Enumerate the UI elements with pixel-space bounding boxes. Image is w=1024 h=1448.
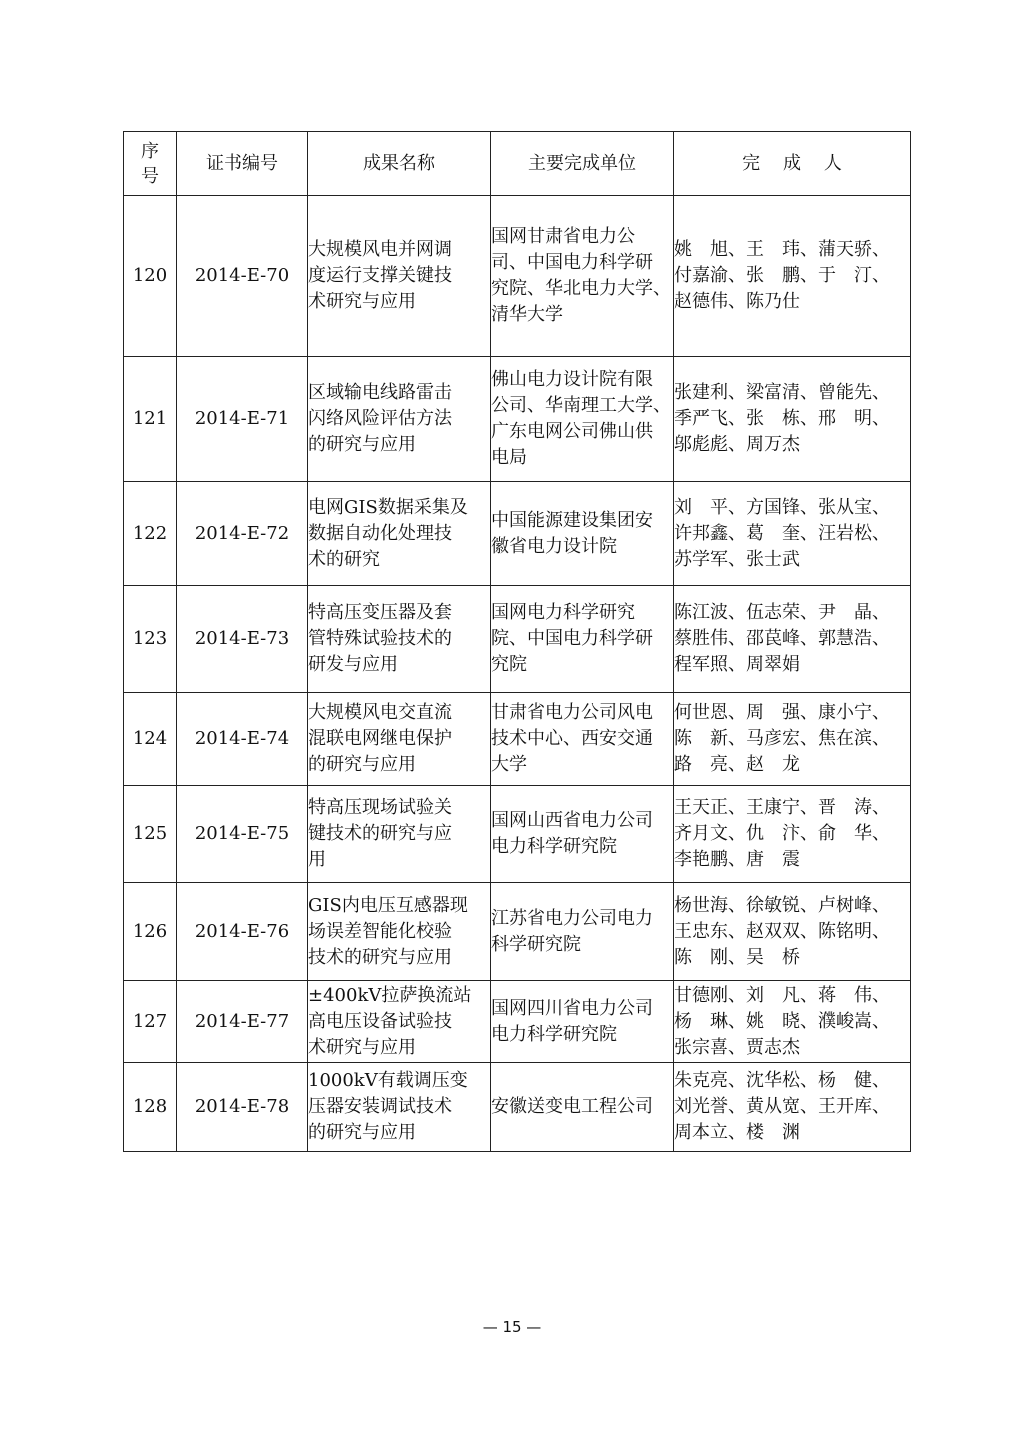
cell-main-unit [491, 357, 674, 482]
cell-main-unit [491, 482, 674, 586]
cell-cert: 2014-E-71 [177, 357, 308, 482]
people-line: 赵德伟、陈乃仕 [674, 291, 800, 312]
name-line: 压器安装调试技术 [308, 1096, 452, 1117]
people-line: 陈 刚、吴 桥 [674, 946, 800, 968]
cell-seq: 123 [124, 586, 177, 693]
cell-cert: 2014-E-70 [177, 196, 308, 357]
cell-people [674, 482, 911, 586]
cell-seq: 121 [124, 357, 177, 482]
name-line: 数据自动化处理技 [308, 522, 452, 544]
people-line: 苏学军、张士武 [674, 548, 800, 570]
unit-line: 究院、华北电力大学、 [491, 278, 671, 299]
cell-seq: 128 [124, 1063, 177, 1152]
people-line: 路 亮、赵 龙 [674, 754, 800, 775]
unit-line: 国网甘肃省电力公 [491, 226, 635, 247]
cell-people [674, 693, 911, 786]
cell-main-unit [491, 981, 674, 1063]
awards-table [123, 131, 911, 1152]
name-line: 用 [308, 849, 326, 870]
table-row [124, 586, 911, 693]
table-row [124, 981, 911, 1063]
unit-line: 中国能源建设集团安 [491, 509, 653, 531]
header-name: 成果名称 [308, 132, 491, 196]
name-line: 区域输电线路雷击 [308, 382, 452, 403]
cell-cert: 2014-E-78 [177, 1063, 308, 1152]
unit-line: 司、中国电力科学研 [491, 252, 653, 273]
cell-people [674, 357, 911, 482]
people-line: 刘光誉、黄从宽、王开库、 [674, 1096, 890, 1117]
cell-achievement-name [308, 883, 491, 981]
cell-achievement-name [308, 1063, 491, 1152]
name-line: 场误差智能化校验 [308, 920, 452, 942]
table-row [124, 786, 911, 883]
name-line: 大规模风电交直流 [308, 702, 452, 723]
cell-seq: 120 [124, 196, 177, 357]
cell-achievement-name [308, 586, 491, 693]
name-line: 术的研究 [308, 548, 380, 570]
table-row [124, 482, 911, 586]
cell-main-unit [491, 883, 674, 981]
table-row [124, 357, 911, 482]
name-line: 闪络风险评估方法 [308, 408, 452, 429]
unit-line: 技术中心、西安交通 [491, 728, 653, 749]
name-line: 术研究与应用 [308, 291, 416, 312]
cell-seq: 122 [124, 482, 177, 586]
cell-people [674, 586, 911, 693]
name-line: 电网GIS数据采集及 [308, 496, 468, 518]
table-row [124, 196, 911, 357]
name-line: 高电压设备试验技 [308, 1010, 452, 1032]
people-line: 张宗喜、贾志杰 [674, 1036, 800, 1058]
unit-line: 电力科学研究院 [491, 1023, 617, 1045]
cell-main-unit [491, 586, 674, 693]
cell-people [674, 883, 911, 981]
unit-line: 公司、华南理工大学、 [491, 395, 671, 416]
header-cert: 证书编号 [177, 132, 308, 196]
cell-seq: 125 [124, 786, 177, 883]
unit-line: 究院 [491, 654, 527, 675]
name-line: 术研究与应用 [308, 1036, 416, 1058]
unit-line: 江苏省电力公司电力 [491, 907, 653, 929]
unit-line: 院、中国电力科学研 [491, 628, 653, 649]
unit-line: 国网四川省电力公司 [491, 997, 653, 1019]
cell-main-unit [491, 1063, 674, 1152]
name-line: 特高压变压器及套 [308, 602, 452, 623]
cell-cert: 2014-E-77 [177, 981, 308, 1063]
cell-people [674, 196, 911, 357]
name-line: 管特殊试验技术的 [308, 628, 452, 649]
people-line: 季严飞、张 栋、邢 明、 [674, 408, 890, 429]
unit-line: 国网电力科学研究 [491, 602, 635, 623]
table-header [124, 132, 911, 196]
cell-people [674, 981, 911, 1063]
cell-main-unit [491, 693, 674, 786]
unit-line: 大学 [491, 754, 527, 775]
people-line: 程军照、周翠娟 [674, 654, 800, 675]
unit-line: 电力科学研究院 [491, 836, 617, 857]
name-line: 的研究与应用 [308, 1122, 416, 1143]
table-row [124, 693, 911, 786]
people-line: 蔡胜伟、邵苠峰、郭慧浩、 [674, 628, 890, 649]
table-body [124, 196, 911, 1152]
name-line: 特高压现场试验关 [308, 797, 452, 818]
unit-line: 佛山电力设计院有限 [491, 369, 653, 390]
cell-achievement-name [308, 482, 491, 586]
people-line: 甘德刚、刘 凡、蒋 伟、 [674, 984, 890, 1006]
unit-line: 科学研究院 [491, 933, 581, 955]
cell-achievement-name [308, 981, 491, 1063]
people-line: 陈江波、伍志荣、尹 晶、 [674, 602, 890, 623]
cell-main-unit [491, 196, 674, 357]
cell-main-unit [491, 786, 674, 883]
cell-cert: 2014-E-74 [177, 693, 308, 786]
people-line: 陈 新、马彦宏、焦在滨、 [674, 728, 890, 749]
table-row [124, 883, 911, 981]
people-line: 姚 旭、王 玮、蒲天骄、 [674, 239, 890, 260]
name-line: 的研究与应用 [308, 434, 416, 455]
unit-line: 广东电网公司佛山供 [491, 421, 653, 442]
people-line: 邬彪彪、周万杰 [674, 434, 800, 455]
name-line: 研发与应用 [308, 654, 398, 675]
name-line: 技术的研究与应用 [308, 946, 452, 968]
header-people: 完 成 人 [674, 132, 911, 196]
people-line: 周本立、楼 渊 [674, 1122, 800, 1143]
people-line: 付嘉渝、张 鹏、于 汀、 [674, 265, 890, 286]
cell-achievement-name [308, 357, 491, 482]
name-line: ±400kV拉萨换流站 [308, 984, 472, 1006]
name-line: 1000kV有载调压变 [308, 1070, 468, 1091]
cell-people [674, 1063, 911, 1152]
unit-line: 甘肃省电力公司风电 [491, 702, 653, 723]
page-number: — 15 — [482, 1318, 542, 1336]
cell-seq: 124 [124, 693, 177, 786]
cell-cert: 2014-E-75 [177, 786, 308, 883]
people-line: 齐月文、仇 汴、俞 华、 [674, 823, 890, 844]
cell-cert: 2014-E-73 [177, 586, 308, 693]
people-line: 何世恩、周 强、康小宁、 [674, 702, 890, 723]
cell-people [674, 786, 911, 883]
people-line: 杨 琳、姚 晓、濮峻嵩、 [674, 1010, 890, 1032]
name-line: GIS内电压互感器现 [308, 894, 468, 916]
people-line: 王忠东、赵双双、陈铭明、 [674, 920, 890, 942]
people-line: 朱克亮、沈华松、杨 健、 [674, 1070, 890, 1091]
unit-line: 徽省电力设计院 [491, 535, 617, 557]
unit-line: 清华大学 [491, 304, 563, 325]
name-line: 混联电网继电保护 [308, 728, 452, 749]
header-seq: 序号 [124, 132, 177, 196]
cell-cert: 2014-E-72 [177, 482, 308, 586]
cell-seq: 126 [124, 883, 177, 981]
table-row [124, 1063, 911, 1152]
cell-cert: 2014-E-76 [177, 883, 308, 981]
people-line: 刘 平、方国锋、张从宝、 [674, 496, 890, 518]
name-line: 度运行支撑关键技 [308, 265, 452, 286]
cell-seq: 127 [124, 981, 177, 1063]
unit-line: 国网山西省电力公司 [491, 810, 653, 831]
cell-achievement-name [308, 786, 491, 883]
name-line: 的研究与应用 [308, 754, 416, 775]
name-line: 键技术的研究与应 [308, 823, 452, 844]
people-line: 许邦鑫、葛 奎、汪岩松、 [674, 522, 890, 544]
cell-achievement-name [308, 196, 491, 357]
header-row [124, 132, 911, 196]
people-line: 杨世海、徐敏锐、卢树峰、 [674, 894, 890, 916]
unit-line: 安徽送变电工程公司 [491, 1096, 653, 1117]
unit-line: 电局 [491, 447, 527, 468]
header-unit: 主要完成单位 [491, 132, 674, 196]
people-line: 张建利、梁富清、曾能先、 [674, 382, 890, 403]
cell-achievement-name [308, 693, 491, 786]
name-line: 大规模风电并网调 [308, 239, 452, 260]
people-line: 李艳鹏、唐 震 [674, 849, 800, 870]
people-line: 王天正、王康宁、晋 涛、 [674, 797, 890, 818]
